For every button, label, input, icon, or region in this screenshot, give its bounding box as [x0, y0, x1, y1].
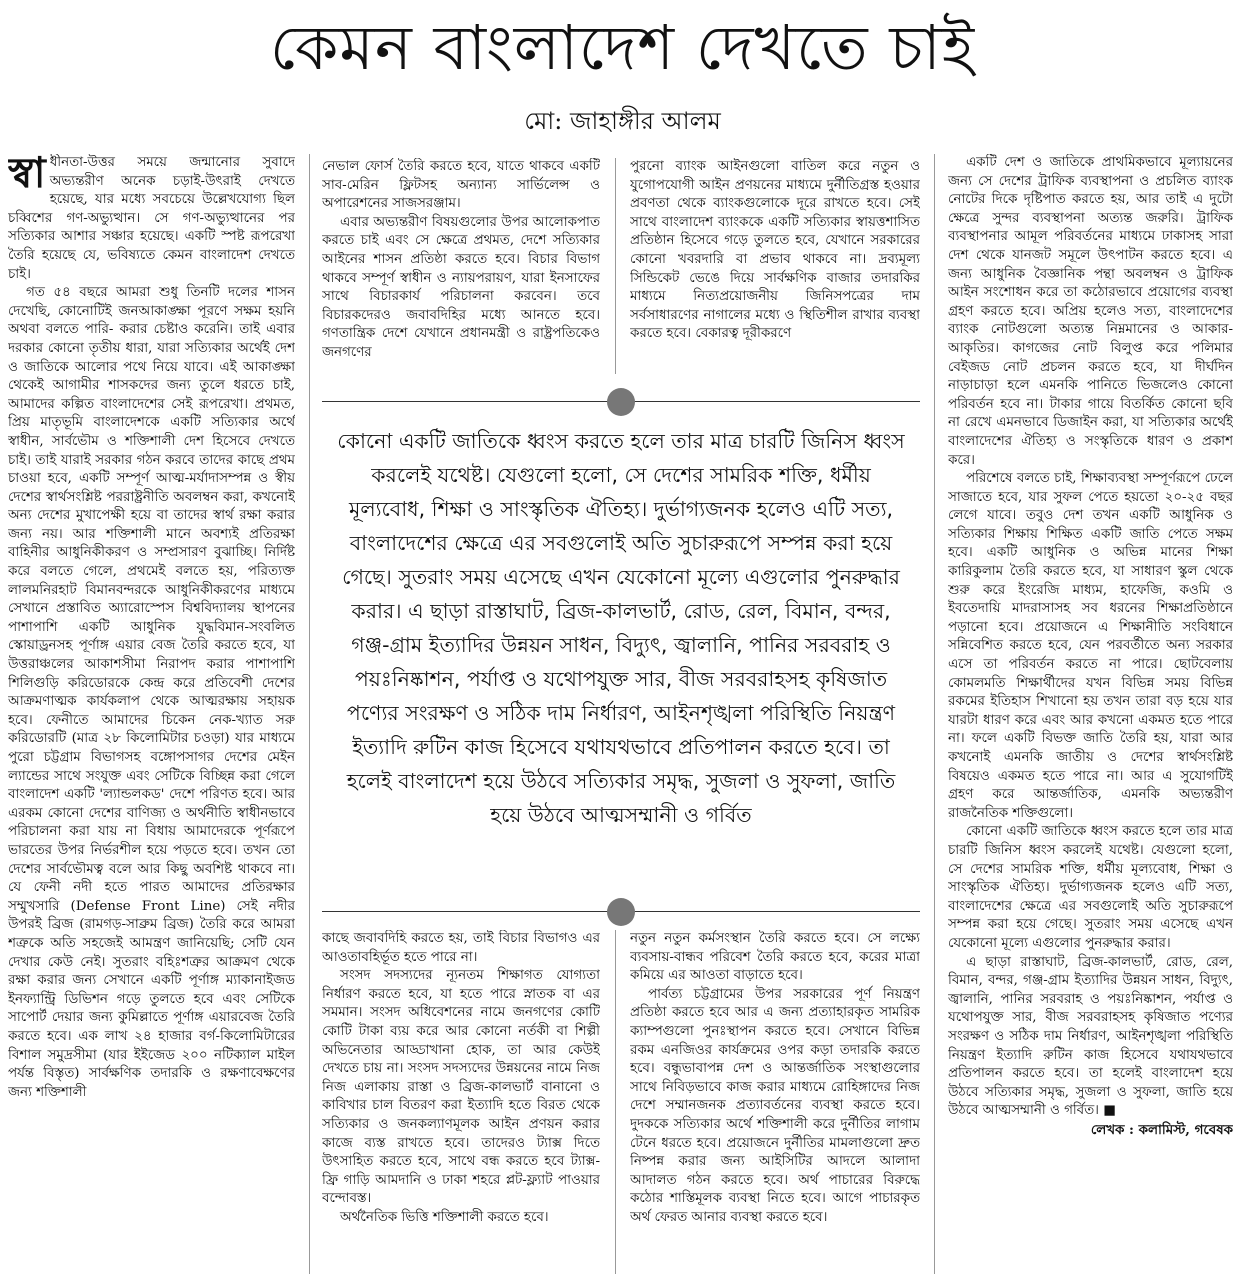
paragraph: সংসদ সদস্যদের ন্যূনতম শিক্ষাগত যোগ্যতা নির্ধারণ করতে হবে, যা হতে পারে স্নাতক বা এর সমমান। সংসদ অধিবেশনের নামে জনগণের কোটি কোটি টাকা ব্যয় করে আর কোনো নর্তকী বা শিল্পী অভিনেতার আড্ডাখানা হোক, তা আর কেউই দেখতে চায় না। সংসদ সদস্যদের উন্নয়নের নামে নিজ নিজ এলাকায় রাস্তা ও ব্রিজ-কালভার্ট বানানো ও কাবিখার চাল বিতরণ করা ইত্যাদি হতে বিরত থেকে সত্যিকার ও জনকল্যাণমূলক আইন প্রণয়ন করার কাজে ব্যস্ত রাখতে হবে। তাদেরও ট্যাক্স দিতে উৎসাহিত করতে হবে, সাথে বন্ধ করতে হবে ট্যাক্স-ফ্রি গাড়ি আমদানি ও ঢাকা শহরে প্লট-ফ্ল্যাট পাওয়ার বন্দোবস্ত। [322, 968, 600, 1207]
article-column-2-bottom [322, 930, 600, 1274]
byline: মো: জাহাঙ্গীর আলম [524, 107, 721, 135]
paragraph: পুরনো ব্যাংক আইনগুলো বাতিল করে নতুন ও যুগোপযোগী আইন প্রণয়নের মাধ্যমে দুর্নীতিগ্রস্ত হওয়ার প্রবণতা থেকে ব্যাংকগুলোকে দূরে রাখতে হবে। সেই সাথে বাংলাদেশ ব্যাংককে একটি সত্যিকার স্বায়ত্তশাসিত প্রতিষ্ঠান হিসেবে গড়ে তুলতে হবে, যেখানে সরকারের কোনো খবরদারি বা প্রভাব থাকবে না। দ্রব্যমূল্য সিন্ডিকেট ভেঙে দিয়ে সার্বক্ষণিক বাজার তদারকির মাধ্যমে নিত্যপ্রয়োজনীয় জিনিসপত্রের দাম সর্বসাধারণের নাগালের মধ্যে ও স্থিতিশীল রাখার ব্যবস্থা করতে হবে। বেকারত্ব দূরীকরণে [630, 159, 920, 342]
column-rule [615, 930, 616, 1274]
article-column-3-top [630, 158, 920, 374]
paragraph: পরিশেষে বলতে চাই, শিক্ষাব্যবস্থা সম্পূর্ণরূপে ঢেলে সাজাতে হবে, যার সুফল পেতে হয়তো ২০-২৫ বছর লেগে যাবে। তবুও দেশ তখন একটি আধুনিক ও সত্যিকার শিক্ষায় শিক্ষিত একটি জাতি পেতে সক্ষম হবে। একটি আধুনিক ও অভিন্ন মানের শিক্ষা কারিকুলাম তৈরি করতে হবে, যা সাধারণ স্কুল থেকে শুরু করে ইংরেজি মাধ্যম, হাফেজি, কওমি ও ইবতেদায়ি মাদরাসাসহ সব ধরনের শিক্ষাপ্রতিষ্ঠানে পড়ানো হবে। প্রয়োজনে এ শিক্ষানীতি সংবিধানে সন্নিবেশিত করতে হবে, যেন পরবর্তীতে অন্য সরকার এসে তা পরিবর্তন করতে না পারে। ছোটবেলায় কোমলমতি শিক্ষার্থীদের যখন বিভিন্ন সময় বিভিন্ন রকমের ইতিহাস শিখানো হয় তখন তারা বড় হয়ে যার যারটা ধারণ করে এবং আর কখনো একমত হতে পারে না। ফলে একটি বিভক্ত জাতি তৈরি হয়, যারা আর কখনোই এমনকি জাতীয় ও দেশের স্বার্থসংশ্লিষ্ট বিষয়েও একমত হতে পারে না। আর এ সুযোগটিই গ্রহণ করে আন্তর্জাতিক, এমনকি অভ্যন্তরীণ রাজনৈতিক শক্তিগুলো। [948, 471, 1233, 821]
paragraph: একটি দেশ ও জাতিকে প্রাথমিকভাবে মূল্যায়নের জন্য সে দেশের ট্রাফিক ব্যবস্থাপনা ও প্রচলিত ব্যাংক নোটের দিকে দৃষ্টিপাত করতে হয়, আর তাই এ দুটো ক্ষেত্রে সুন্দর ব্যবস্থাপনা অত্যন্ত জরুরি। ট্রাফিক ব্যবস্থাপনার আমূল পরিবর্তনের মাধ্যমে ঢাকাসহ সারা দেশ থেকে যানজট সমূলে উৎপাটন করতে হবে। এ জন্য আধুনিক বৈজ্ঞানিক পন্থা অবলম্বন ও ট্রাফিক আইন সংশোধন করে তা কঠোরভাবে প্রয়োগের ব্যবস্থা গ্রহণ করতে হবে। অপ্রিয় হলেও সত্য, বাংলাদেশের ব্যাংক নোটগুলো অত্যন্ত নিম্নমানের ও আকার-আকৃতির। কাগজের নোট বিলুপ্ত করে পলিমার বেইজড নোট প্রচলন করতে হবে, যা দীর্ঘদিন নাড়াচাড়া হলে এমনকি পানিতে ভিজলেও কোনো পরিবর্তন হবে না। টাকার গায়ে বিতর্কিত কোনো ছবি না রেখে এমনভাবে ডিজাইন করা, যা সত্যিকার অর্থেই বাংলাদেশের ঐতিহ্য ও সংস্কৃতিকে ধারণ ও প্রকাশ করে। [948, 155, 1233, 468]
paragraph: নেভাল ফোর্স তৈরি করতে হবে, যাতে থাকবে একটি সাব-মেরিন ফ্লিটসহ অন্যান্য সার্ভিলেন্স ও অপারেশনের সাজসরঞ্জাম। [322, 159, 600, 212]
column-rule [934, 154, 935, 1274]
column-rule [309, 154, 310, 1274]
author-note: লেখক : কলামিস্ট, গবেষক [1090, 1121, 1233, 1138]
article-column-3-bottom [630, 930, 920, 1274]
article-column-2-top [322, 158, 600, 374]
paragraph: কোনো একটি জাতিকে ধ্বংস করতে হলে তার মাত্র চারটি জিনিস ধ্বংস করলেই যথেষ্ট। যেগুলো হলো, সে দেশের সামরিক শক্তি, ধর্মীয় মূল্যবোধ, শিক্ষা ও সাংস্কৃতিক ঐতিহ্য। দুর্ভাগ্যজনক হলেও এটি সত্য, বাংলাদেশের ক্ষেত্রে এর সবগুলোই অতি সুচারুরূপে সম্পন্ন করা হয়ে গেছে। সুতরাং সময় এসেছে এখন যেকোনো মূল্যে এগুলোর পুনরুদ্ধার করার। [948, 824, 1233, 951]
article-column-4 [948, 154, 1233, 1274]
paragraph: কাছে জবাবদিহি করতে হয়, তাই বিচার বিভাগও এর আওতাবহির্ভূত হতে পারে না। [322, 931, 600, 965]
paragraph: এ ছাড়া রাস্তাঘাট, ব্রিজ-কালভার্ট, রোড, রেল, বিমান, বন্দর, গঞ্জ-গ্রাম ইত্যাদির উন্নয়ন সাধন, বিদ্যুৎ, জ্বালানি, পানির সরবরাহ ও পয়ঃনিষ্কাশন, পর্যাপ্ত ও যথোপযুক্ত সার, বীজ সরবরাহসহ কৃষিজাত পণ্যের সংরক্ষণ ও সঠিক দাম নির্ধারণ, আইনশৃঙ্খলা পরিস্থিতি নিয়ন্ত্রণ ইত্যাদি রুটিন কাজ হিসেবে যথাযথভাবে প্রতিপালন করতে হবে। তা হলেই বাংলাদেশ হয়ে উঠবে সত্যিকার সমৃদ্ধ, সুজলা ও সুফলা, জাতি হয়ে উঠবে আত্মসম্মানী ও গর্বিত। ■ [948, 954, 1233, 1119]
article-column-1 [8, 154, 295, 1274]
headline: কেমন বাংলাদেশ দেখতে চাই [269, 11, 976, 84]
divider-dot [607, 388, 635, 416]
paragraph: এবার অভ্যন্তরীণ বিষয়গুলোর উপর আলোকপাত করতে চাই এবং সে ক্ষেত্রে প্রথমত, দেশে সত্যিকার আইনের শাসন প্রতিষ্ঠা করতে হবে। বিচার বিভাগ থাকবে সম্পূর্ণ স্বাধীন ও ন্যায়পরায়ণ, যারা ইনসাফের সাথে বিচারকার্য পরিচালনা করবেন। তবে বিচারকদেরও জবাবদিহির মধ্যে আনতে হবে। গণতান্ত্রিক দেশে যেখানে প্রধানমন্ত্রী ও রাষ্ট্রপতিকেও জনগণের [322, 214, 600, 360]
paragraph: ধীনতা-উত্তর সময়ে জন্মানোর সুবাদে অভ্যন্তরীণ অনেক চড়াই-উৎরাই দেখতে হয়েছে, যার মধ্যে সবচেয়ে উল্লেখযোগ্য ছিল চব্বিশের গণ-অভ্যুত্থান। সে গণ-অভ্যুত্থানের পর সত্যিকার আশার সঞ্চার হয়েছে। একটি স্পষ্ট রূপরেখা তৈরি হয়েছে যে, ভবিষ্যতে কেমন বাংলাদেশ দেখতে চাই। [8, 155, 295, 282]
divider-dot [607, 898, 635, 926]
drop-cap: স্বা [8, 154, 46, 197]
pullquote-bottom-divider [322, 898, 920, 926]
paragraph: পার্বত্য চট্টগ্রামের উপর সরকারের পূর্ণ নিয়ন্ত্রণ প্রতিষ্ঠা করতে হবে আর এ জন্য প্রত্যাহারকৃত সামরিক ক্যাম্পগুলো পুনঃস্থাপন করতে হবে। সেখানে বিভিন্ন রকম এনজিওর কার্যক্রমের ওপর কড়া তদারকি করতে হবে। বন্ধুভাবাপন্ন দেশ ও আন্তর্জাতিক সংস্থাগুলোর সাথে নিবিড়ভাবে কাজ করার মাধ্যমে রোহিঙ্গাদের নিজ দেশে সম্মানজনক প্রত্যাবর্তনের ব্যবস্থা করতে হবে। দুদককে সত্যিকার অর্থে শক্তিশালী করে দুর্নীতির লাগাম টেনে ধরতে হবে। প্রয়োজনে দুর্নীতির মামলাগুলো দ্রুত নিষ্পন্ন করার জন্য আইসিটির আদলে আলাদা আদালত গঠন করতে হবে। অর্থ পাচারের বিরুদ্ধে কঠোর শাস্তিমূলক ব্যবস্থা নিতে হবে। আগে পাচারকৃত অর্থ ফেরত আনার ব্যবস্থা করতে হবে। [630, 986, 920, 1225]
pullquote: কোনো একটি জাতিকে ধ্বংস করতে হলে তার মাত্র চারটি জিনিস ধ্বংস করলেই যথেষ্ট। যেগুলো হলো, সে দেশের সামরিক শক্তি, ধর্মীয় মূল্যবোধ, শিক্ষা ও সাংস্কৃতিক ঐতিহ্য। দুর্ভাগ্যজনক হলেও এটি সত্য, বাংলাদেশের ক্ষেত্রে এর সবগুলোই অতি সুচারুরূপে সম্পন্ন করা হয়ে গেছে। সুতরাং সময় এসেছে এখন যেকোনো মূল্যে এগুলোর পুনরুদ্ধার করার। এ ছাড়া রাস্তাঘাট, ব্রিজ-কালভার্ট, রোড, রেল, বিমান, বন্দর, গঞ্জ-গ্রাম ইত্যাদির উন্নয়ন সাধন, বিদ্যুৎ, জ্বালানি, পানির সরবরাহ ও পয়ঃনিষ্কাশন, পর্যাপ্ত ও যথোপযুক্ত সার, বীজ সরবরাহসহ কৃষিজাত পণ্যের সংরক্ষণ ও সঠিক দাম নির্ধারণ, আইনশৃঙ্খলা পরিস্থিতি নিয়ন্ত্রণ ইত্যাদি রুটিন কাজ হিসেবে যথাযথভাবে প্রতিপালন করতে হবে। তা হলেই বাংলাদেশ হয়ে উঠবে সত্যিকার সমৃদ্ধ, সুজলা ও সুফলা, জাতি হয়ে উঠবে আত্মসম্মানী ও গর্বিত [337, 429, 905, 827]
paragraph: অর্থনৈতিক ভিত্তি শক্তিশালী করতে হবে। [340, 1209, 549, 1225]
pullquote-top-divider [322, 388, 920, 416]
paragraph: নতুন নতুন কর্মসংস্থান তৈরি করতে হবে। সে লক্ষ্যে ব্যবসায়-বান্ধব পরিবেশ তৈরি করতে হবে, করের মাত্রা কমিয়ে এর আওতা বাড়াতে হবে। [630, 931, 920, 984]
paragraph: গত ৫৪ বছরে আমরা শুধু তিনটি দলের শাসন দেখেছি, কোনোটিই জনআকাঙ্ক্ষা পূরণে সক্ষম হয়নি অথবা বলতে পারি- করার চেষ্টাও করেনি। তাই এবার দরকার কোনো তৃতীয় ধারা, যারা সত্যিকার অর্থেই দেশ ও জাতিকে আলোর পথে নিয়ে যাবে। এই আকাঙ্ক্ষা থেকেই আগামীর শাসকদের জন্য তুলে ধরতে চাই, আমাদের কল্পিত বাংলাদেশের সেই রূপরেখা। প্রথমত, প্রিয় মাতৃভূমি বাংলাদেশকে একটি সত্যিকার অর্থে স্বাধীন, সার্বভৌম ও শক্তিশালী দেশ হিসেবে দেখতে চাই। তাই যারাই সরকার গঠন করবে তাদের কাছে প্রথম চাওয়া হবে, একটি সম্পূর্ণ আত্ম-মর্যাদাসম্পন্ন ও স্বীয় দেশের স্বার্থসংশ্লিষ্ট পররাষ্ট্রনীতি অবলম্বন করা, কখনোই অন্য দেশের মুখাপেক্ষী হয়ে বা তাদের স্বার্থ রক্ষা করার জন্য নয়। আর শক্তিশালী মানে অবশ্যই প্রতিরক্ষা বাহিনীর আধুনিকীকরণ ও সম্প্রসারণ বুঝাচ্ছি। নির্দিষ্ট করে বলতে গেলে, প্রথমেই বলতে হয়, পরিত্যক্ত লালমনিরহাট বিমানবন্দরকে আধুনিকীকরণের মাধ্যমে সেখানে প্রস্তাবিত অ্যারোস্পেস বিশ্ববিদ্যালয় স্থাপনের পাশাপাশি একটি আধুনিক যুদ্ধবিমান-সংবলিত স্কোয়াড্রনসহ পূর্ণাঙ্গ এয়ার বেজ তৈরি করতে হবে, যা উত্তরাঞ্চলের আকাশসীমা নিরাপদ করার পাশাপাশি শিলিগুড়ি করিডোরকে কেন্দ্র করে প্রতিবেশী দেশের আক্রমণাত্মক কার্যকলাপ থেকে আত্মরক্ষায় সহায়ক হবে। ফেনীতে আমাদের চিকেন নেক-খ্যাত সরু করিডোরটি (মাত্র ২৮ কিলোমিটার চওড়া) যার মাধ্যমে পুরো চট্টগ্রাম বিভাগসহ বঙ্গোপসাগর দেশের মেইন ল্যান্ডের সাথে সংযুক্ত এবং সেটিকে বিচ্ছিন্ন করা গেলে বাংলাদেশ একটি 'ল্যান্ডলকড' দেশে পরিণত হবে। আর এরকম কোনো দেশের বাণিজ্য ও অর্থনীতি স্বাধীনভাবে পরিচালনা করা যায় না বিধায় আমাদেরকে পূর্ণরূপে ভারতের উপর নির্ভরশীল হয়ে পড়তে হবে। তখন তো দেশের সার্বভৌমত্ব বলে আর কিছু অবশিষ্ট থাকবে না। যে ফেনী নদী হতে পারত আমাদের প্রতিরক্ষার সম্মুখসারি (Defense Front Line) সেই নদীর উপরই ব্রিজ (রামগড়-সাব্রুম ব্রিজ) তৈরি করে আমরা শত্রুকে অতি সহজেই আমন্ত্রণ জানিয়েছি; সেটি যেন দেখার কেউ নেই। সুতরাং বহিঃশত্রুর আক্রমণ থেকে রক্ষা করার জন্য সেখানে একটি পূর্ণাঙ্গ ম্যাকানাইজড ইনফ্যান্ট্রি ডিভিশন গড়ে তুলতে হবে এবং সেটিকে সাপোর্ট দেয়ার জন্য কুমিল্লাতে পূর্ণাঙ্গ এয়ারবেজ তৈরি করতে হবে। এক লাখ ২৪ হাজার বর্গ-কিলোমিটারের বিশাল সমুদ্রসীমা (যার ইইজেড ২০০ নটিক্যাল মাইল পর্যন্ত বিস্তৃত) সার্বক্ষণিক তদারকি ও রক্ষণাবেক্ষণের জন্য শক্তিশালী [8, 285, 295, 1100]
column-rule [615, 158, 616, 374]
